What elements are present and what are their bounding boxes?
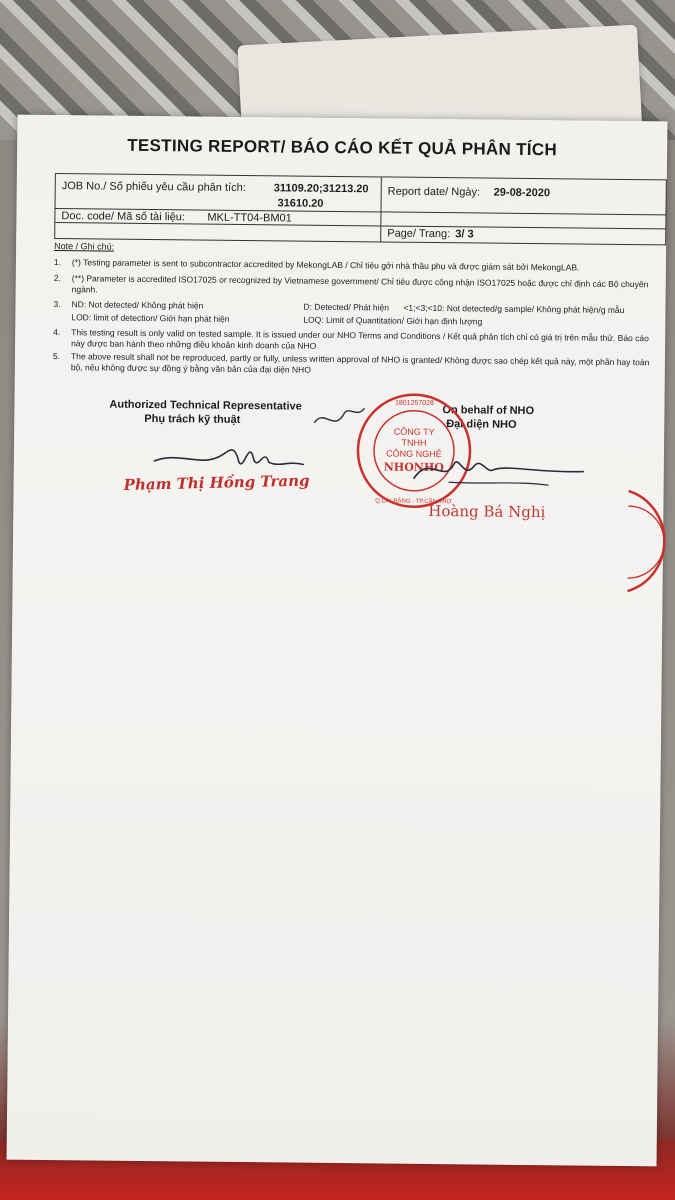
left-signer-subtitle: Phụ trách kỹ thuật [144, 412, 241, 426]
note-item: 1. (*) Testing parameter is sent to subcontractor accredited by MekongLAB / Chỉ tiêu gởi nhà thầu phụ và được giám sát bởi MekongLAB. [53, 257, 580, 273]
left-signature [149, 431, 309, 478]
svg-text:TNHH: TNHH [401, 437, 427, 448]
svg-text:CÔNG TY: CÔNG TY [393, 426, 435, 438]
right-signer-title: On behalf of NHO [442, 404, 535, 418]
page-seal [587, 486, 675, 597]
right-signature [409, 444, 590, 496]
report-date: 29-08-2020 [493, 186, 551, 200]
svg-text:CÔNG NGHỆ: CÔNG NGHỆ [386, 448, 442, 460]
right-signer-name: Hoàng Bá Nghị [428, 501, 546, 522]
report-page [7, 115, 668, 1167]
svg-text:1801257028: 1801257028 [394, 399, 434, 408]
svg-text:NHONHO: NHONHO [383, 460, 444, 475]
doc-code: MKL-TT04-BM01 [207, 211, 292, 225]
page-label: Page/ Trang: [387, 227, 451, 241]
page-value: 3/ 3 [455, 228, 474, 241]
right-signer-subtitle: Đại diện NHO [446, 418, 517, 431]
job-number-2: 31610.20 [277, 197, 324, 210]
note-item: 2. (**) Parameter is accredited ISO17025 or recognized by Vietnamese government/ Chỉ tiêu được công nhận ISO17025 hoặc được chỉ định các Bộ chuyên ngành. [53, 273, 649, 295]
notes-heading: Note / Ghi chú: [54, 241, 115, 252]
note-item: 4. This testing result is only valid on tested sample. It is issued under our NHO Terms and Conditions / Kết quả phân tích chỉ có giá trị trên mẫu thử. Báo cáo này được ban hành theo những điều khoản kinh doanh của NHO [53, 327, 649, 351]
report-date-label: Report date/ Ngày: [387, 185, 481, 199]
doc-code-label: Doc. code/ Mã số tài liệu: [61, 210, 186, 224]
note-item: 3. ND: Not detected/ Không phát hiện D: Detected/ Phát hiện <1;<3;<10: Not detected/g sample/ Không phát hiện/g mẫu LOD: limit of detection/ Giới hạn phát hiện LOQ: Limit of Quantitation/ Giới hạn định lượng [53, 299, 625, 327]
svg-text:Q.CÁI RĂNG - TP.CẦN THƠ: Q.CÁI RĂNG - TP.CẦN THƠ [375, 498, 452, 506]
note-item: 5. The above result shall not be reproduced, partly or fully, unless written approval of NHO is granted/ Không được sao chép kết quả này, một phần hay toàn bộ, nếu không được sự đồng ý bằng văn bản của đại diện NHO [52, 351, 650, 375]
report-title: TESTING REPORT/ BÁO CÁO KẾT QUẢ PHÂN TÍCH [127, 135, 558, 160]
job-label: JOB No./ Số phiếu yêu cầu phân tích: [61, 180, 246, 195]
left-signer-title: Authorized Technical Representative [109, 398, 302, 413]
header-table [54, 173, 667, 245]
left-signer-name: Phạm Thị Hồng Trang [123, 471, 310, 494]
job-number: 31109.20;31213.20 [273, 182, 369, 196]
